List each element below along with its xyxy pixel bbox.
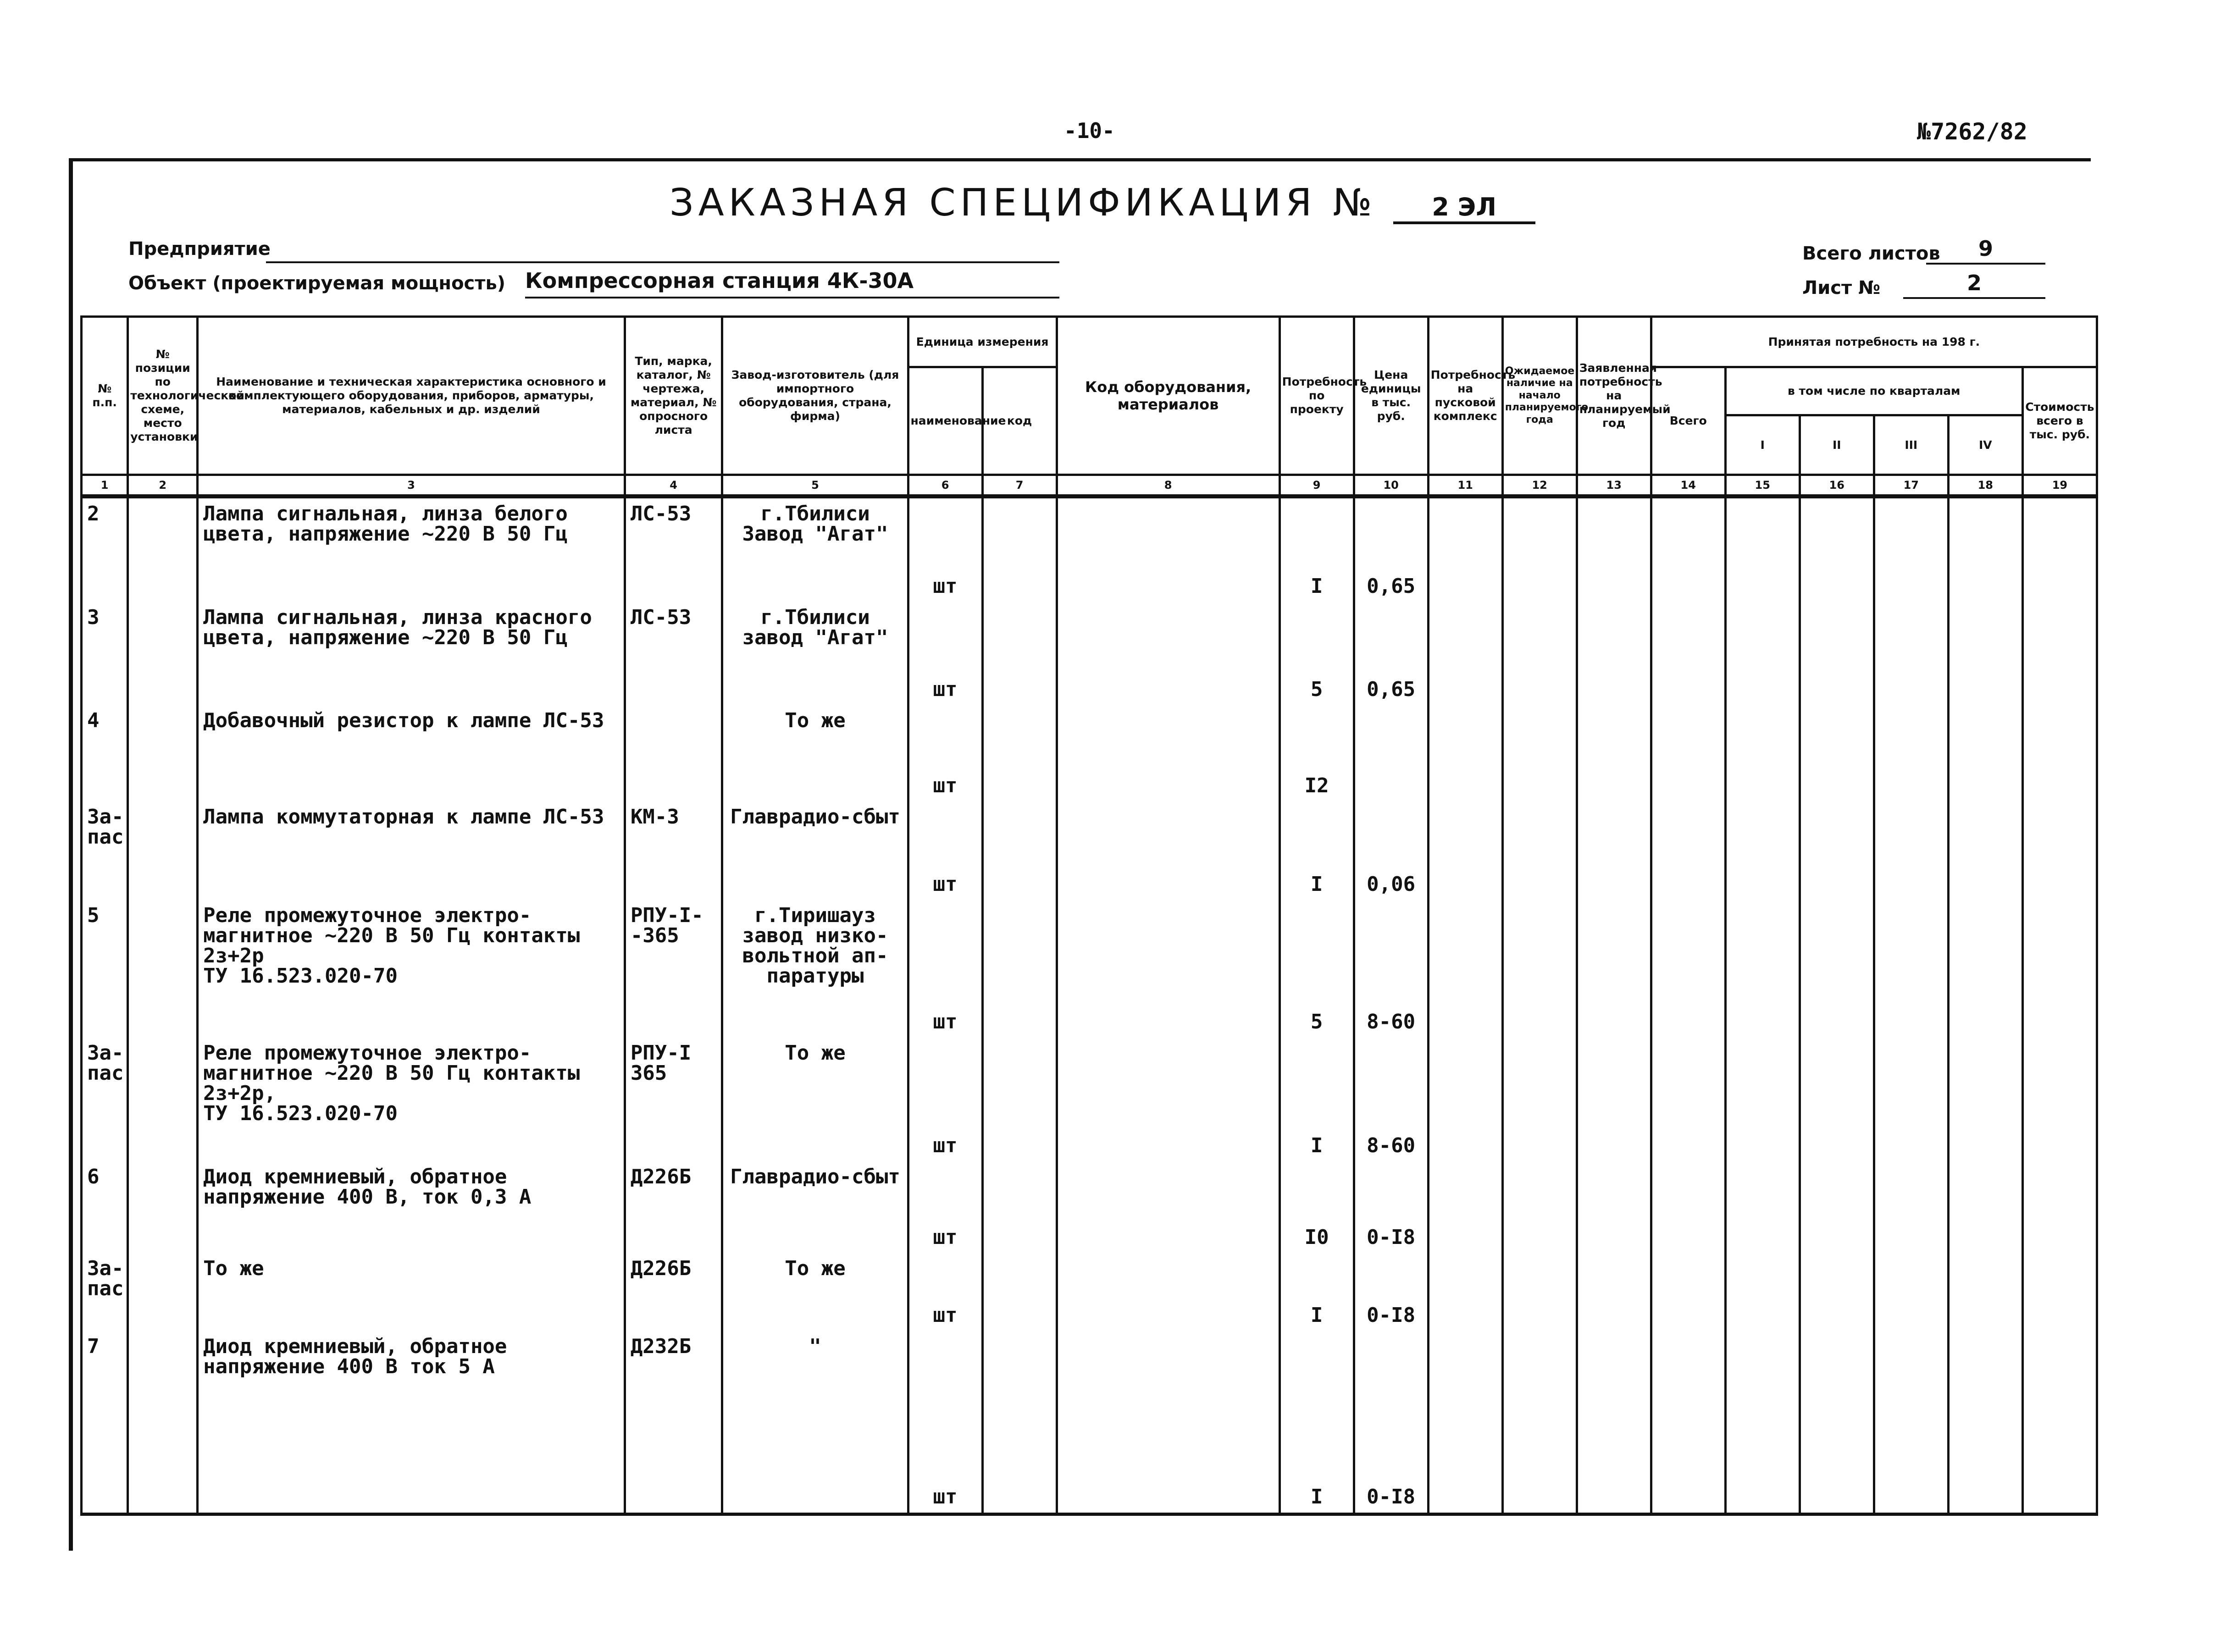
row-maker: " <box>722 1331 908 1514</box>
row-name: Диод кремниевый, обратное напряжение 400 В, ток 0,3 А <box>198 1161 625 1253</box>
row-quantity: I <box>1279 1253 1354 1331</box>
row-empty-cell <box>1428 801 1502 900</box>
row-maker: То же <box>722 1253 908 1331</box>
row-type: ЛС-53 <box>625 497 722 602</box>
row-price: 0-I8 <box>1354 1253 1428 1331</box>
table-row <box>82 705 2097 801</box>
col-header-14-19: Принятая потребность на 198 г. <box>1651 317 2097 367</box>
row-quantity: 5 <box>1279 900 1354 1038</box>
row-name: Лампа коммутаторная к лампе ЛС-53 <box>198 801 625 900</box>
col-number: 4 <box>625 475 722 497</box>
row-empty-cell <box>1948 1331 2022 1514</box>
row-name: Реле промежуточное электро-магнитное ~220 В 50 Гц контакты 2з+2р, ТУ 16.523.020-70 <box>198 1038 625 1161</box>
row-unit-code <box>982 1161 1057 1253</box>
row-maker: Главрадио-сбыт <box>722 801 908 900</box>
row-empty-cell <box>1725 1253 1800 1331</box>
row-type <box>625 705 722 801</box>
row-unit: шт <box>908 1038 982 1161</box>
row-empty-cell <box>1948 497 2022 602</box>
row-unit-code <box>982 1038 1057 1161</box>
row-unit: шт <box>908 705 982 801</box>
row-empty-cell <box>1651 705 1725 801</box>
row-empty-cell <box>1948 1038 2022 1161</box>
col-header-19: Стоимость всего в тыс. руб. <box>2022 367 2097 475</box>
col-header-4: Тип, марка, каталог, № чертежа, материал, № опросного листа <box>625 317 722 475</box>
row-empty-cell <box>1428 900 1502 1038</box>
col-number: 12 <box>1502 475 1577 497</box>
row-empty-cell <box>1502 801 1577 900</box>
row-unit: шт <box>908 602 982 705</box>
row-empty-cell <box>1874 705 1948 801</box>
row-price: 0,06 <box>1354 801 1428 900</box>
table-body <box>82 497 2097 1514</box>
row-empty-cell <box>1725 1038 1800 1161</box>
row-empty-cell <box>1577 1038 1651 1161</box>
row-unit-code <box>982 900 1057 1038</box>
row-empty-cell <box>1725 801 1800 900</box>
row-empty-cell <box>1725 1331 1800 1514</box>
row-maker: г.Тбилиси Завод "Агат" <box>722 497 908 602</box>
col-header-3: Наименование и техническая характеристика основного и комплектующего оборудования, приборов, арматуры, материалов, кабельных и др. изделий <box>198 317 625 475</box>
row-position: 5 <box>82 900 128 1038</box>
row-empty-cell <box>1874 1161 1948 1253</box>
row-empty-cell <box>1725 900 1800 1038</box>
row-type: РПУ-I 365 <box>625 1038 722 1161</box>
row-price <box>1354 705 1428 801</box>
row-equipment-code <box>1057 705 1279 801</box>
row-empty-cell <box>1874 900 1948 1038</box>
row-quantity: I <box>1279 1038 1354 1161</box>
row-scheme-position <box>128 1253 198 1331</box>
row-empty-cell <box>1428 1331 1502 1514</box>
col-header-6: наименование <box>908 367 982 475</box>
row-equipment-code <box>1057 1253 1279 1331</box>
object-value: Компрессорная станция 4К-30А <box>525 268 1059 298</box>
row-position: 2 <box>82 497 128 602</box>
row-empty-cell <box>1428 1038 1502 1161</box>
table-row <box>82 1331 2097 1514</box>
page-number: -10- <box>1064 118 1115 143</box>
col-header-15-18: в том числе по кварталам <box>1725 367 2022 415</box>
row-scheme-position <box>128 900 198 1038</box>
row-unit-code <box>982 602 1057 705</box>
row-price: 0,65 <box>1354 602 1428 705</box>
row-maker: Главрадио-сбыт <box>722 1161 908 1253</box>
row-position: За-пас <box>82 801 128 900</box>
row-unit-code <box>982 1253 1057 1331</box>
row-unit: шт <box>908 801 982 900</box>
row-empty-cell <box>1577 900 1651 1038</box>
row-empty-cell <box>1502 1331 1577 1514</box>
col-header-14: Всего <box>1651 367 1725 475</box>
table-row <box>82 900 2097 1038</box>
row-scheme-position <box>128 602 198 705</box>
row-position: За-пас <box>82 1038 128 1161</box>
row-equipment-code <box>1057 801 1279 900</box>
enterprise-label: Предприятие <box>128 238 271 260</box>
row-type: Д226Б <box>625 1253 722 1331</box>
row-empty-cell <box>1651 497 1725 602</box>
col-header-17: III <box>1874 415 1948 475</box>
sheet-label: Лист № <box>1802 277 1881 298</box>
row-empty-cell <box>1874 1038 1948 1161</box>
col-header-7: код <box>982 367 1057 475</box>
row-empty-cell <box>1800 497 1874 602</box>
row-quantity: I2 <box>1279 705 1354 801</box>
row-empty-cell <box>1577 1161 1651 1253</box>
row-empty-cell <box>1651 1161 1725 1253</box>
row-price: 0-I8 <box>1354 1161 1428 1253</box>
col-number: 16 <box>1800 475 1874 497</box>
row-empty-cell <box>1800 1161 1874 1253</box>
title-number: 2 ЭЛ <box>1393 193 1535 224</box>
row-empty-cell <box>1428 1161 1502 1253</box>
row-empty-cell <box>1948 1161 2022 1253</box>
col-number: 15 <box>1725 475 1800 497</box>
row-position: За-пас <box>82 1253 128 1331</box>
row-unit-code <box>982 801 1057 900</box>
row-empty-cell <box>1874 1331 1948 1514</box>
row-quantity: I0 <box>1279 1161 1354 1253</box>
row-empty-cell <box>1874 801 1948 900</box>
table-row <box>82 1253 2097 1331</box>
row-empty-cell <box>1800 1253 1874 1331</box>
table-row <box>82 497 2097 602</box>
row-empty-cell <box>1577 1331 1651 1514</box>
row-empty-cell <box>1948 705 2022 801</box>
row-empty-cell <box>2022 1331 2097 1514</box>
col-header-16: II <box>1800 415 1874 475</box>
row-unit-code <box>982 497 1057 602</box>
col-number: 9 <box>1279 475 1354 497</box>
row-empty-cell <box>1577 602 1651 705</box>
col-header-11: Потребность на пусковой комплекс <box>1428 317 1502 475</box>
col-header-12: Ожидаемое наличие на начало планируемого года <box>1502 317 1577 475</box>
col-number: 11 <box>1428 475 1502 497</box>
col-number: 5 <box>722 475 908 497</box>
row-empty-cell <box>1577 1253 1651 1331</box>
col-number: 17 <box>1874 475 1948 497</box>
row-empty-cell <box>1948 602 2022 705</box>
col-number: 3 <box>198 475 625 497</box>
col-header-2: № позиции по технологической схеме, место установки <box>128 317 198 475</box>
row-type: РПУ-I- -365 <box>625 900 722 1038</box>
row-position: 6 <box>82 1161 128 1253</box>
row-unit-code <box>982 705 1057 801</box>
row-empty-cell <box>1800 801 1874 900</box>
col-header-10: Цена единицы в тыс. руб. <box>1354 317 1428 475</box>
col-header-9: Потребность по проекту <box>1279 317 1354 475</box>
row-empty-cell <box>1800 602 1874 705</box>
row-empty-cell <box>1502 705 1577 801</box>
row-empty-cell <box>1651 1331 1725 1514</box>
row-equipment-code <box>1057 900 1279 1038</box>
row-empty-cell <box>1502 1161 1577 1253</box>
sheets-label: Всего листов <box>1802 243 1940 264</box>
title-text: ЗАКАЗНАЯ СПЕЦИФИКАЦИЯ № <box>670 181 1377 225</box>
row-unit-code <box>982 1331 1057 1514</box>
row-empty-cell <box>2022 497 2097 602</box>
row-quantity: 5 <box>1279 602 1354 705</box>
row-empty-cell <box>2022 602 2097 705</box>
row-equipment-code <box>1057 602 1279 705</box>
row-scheme-position <box>128 1161 198 1253</box>
row-name: Лампа сигнальная, линза белого цвета, напряжение ~220 В 50 Гц <box>198 497 625 602</box>
row-unit: шт <box>908 1161 982 1253</box>
row-empty-cell <box>1948 801 2022 900</box>
row-empty-cell <box>2022 1038 2097 1161</box>
row-empty-cell <box>2022 900 2097 1038</box>
row-empty-cell <box>1874 497 1948 602</box>
row-maker: г.Тиришауз завод низко-вольтной ап-паратуры <box>722 900 908 1038</box>
sheet-value: 2 <box>1903 271 2045 299</box>
row-empty-cell <box>1651 801 1725 900</box>
sheets-value: 9 <box>1926 236 2045 265</box>
row-name: Диод кремниевый, обратное напряжение 400 В ток 5 А <box>198 1331 625 1514</box>
row-unit: шт <box>908 900 982 1038</box>
row-equipment-code <box>1057 497 1279 602</box>
col-header-6-7: Единица измерения <box>908 317 1057 367</box>
col-number: 1 <box>82 475 128 497</box>
specification-table <box>80 315 2098 1516</box>
row-name: Лампа сигнальная, линза красного цвета, напряжение ~220 В 50 Гц <box>198 602 625 705</box>
col-number: 19 <box>2022 475 2097 497</box>
row-empty-cell <box>1725 1161 1800 1253</box>
row-scheme-position <box>128 1331 198 1514</box>
row-empty-cell <box>2022 705 2097 801</box>
row-empty-cell <box>1800 705 1874 801</box>
col-number: 14 <box>1651 475 1725 497</box>
row-empty-cell <box>1651 602 1725 705</box>
row-position: 3 <box>82 602 128 705</box>
row-empty-cell <box>1800 900 1874 1038</box>
col-header-15: I <box>1725 415 1800 475</box>
row-equipment-code <box>1057 1161 1279 1253</box>
row-scheme-position <box>128 497 198 602</box>
row-quantity: I <box>1279 497 1354 602</box>
row-type: КМ-3 <box>625 801 722 900</box>
col-header-8: Код оборудования, материалов <box>1057 317 1279 475</box>
row-empty-cell <box>1874 602 1948 705</box>
col-number: 10 <box>1354 475 1428 497</box>
row-maker: г.Тбилиси завод "Агат" <box>722 602 908 705</box>
row-position: 4 <box>82 705 128 801</box>
row-unit: шт <box>908 1253 982 1331</box>
row-scheme-position <box>128 801 198 900</box>
row-empty-cell <box>1651 1038 1725 1161</box>
row-empty-cell <box>1428 602 1502 705</box>
col-number: 7 <box>982 475 1057 497</box>
row-price: 8-60 <box>1354 1038 1428 1161</box>
table-row <box>82 1038 2097 1161</box>
enterprise-value <box>266 238 1059 263</box>
col-number: 2 <box>128 475 198 497</box>
row-type: Д226Б <box>625 1161 722 1253</box>
row-unit: шт <box>908 497 982 602</box>
table-row <box>82 801 2097 900</box>
row-type: ЛС-53 <box>625 602 722 705</box>
row-empty-cell <box>1948 1253 2022 1331</box>
row-scheme-position <box>128 1038 198 1161</box>
row-name: Добавочный резистор к лампе ЛС-53 <box>198 705 625 801</box>
row-empty-cell <box>1800 1331 1874 1514</box>
row-empty-cell <box>1577 497 1651 602</box>
row-empty-cell <box>1502 497 1577 602</box>
col-number: 18 <box>1948 475 2022 497</box>
object-label: Объект (проектируемая мощность) <box>128 273 506 294</box>
row-empty-cell <box>1502 602 1577 705</box>
row-quantity: I <box>1279 801 1354 900</box>
row-empty-cell <box>2022 801 2097 900</box>
table-row <box>82 602 2097 705</box>
row-equipment-code <box>1057 1331 1279 1514</box>
row-scheme-position <box>128 705 198 801</box>
row-empty-cell <box>1502 1253 1577 1331</box>
row-maker: То же <box>722 1038 908 1161</box>
document-code: №7262/82 <box>1917 118 2027 145</box>
col-header-1: № п.п. <box>82 317 128 475</box>
col-header-13: Заявленная потребность на планируемый год <box>1577 317 1651 475</box>
row-empty-cell <box>1725 497 1800 602</box>
row-empty-cell <box>2022 1253 2097 1331</box>
col-number: 8 <box>1057 475 1279 497</box>
row-name: То же <box>198 1253 625 1331</box>
row-empty-cell <box>1428 705 1502 801</box>
row-empty-cell <box>1502 900 1577 1038</box>
row-empty-cell <box>1502 1038 1577 1161</box>
row-empty-cell <box>1725 705 1800 801</box>
row-price: 0-I8 <box>1354 1331 1428 1514</box>
row-empty-cell <box>2022 1161 2097 1253</box>
row-empty-cell <box>1577 801 1651 900</box>
col-number: 13 <box>1577 475 1651 497</box>
row-type: Д232Б <box>625 1331 722 1514</box>
row-empty-cell <box>1800 1038 1874 1161</box>
row-quantity: I <box>1279 1331 1354 1514</box>
col-number: 6 <box>908 475 982 497</box>
row-empty-cell <box>1874 1253 1948 1331</box>
row-empty-cell <box>1577 705 1651 801</box>
row-empty-cell <box>1725 602 1800 705</box>
row-price: 8-60 <box>1354 900 1428 1038</box>
col-header-18: IV <box>1948 415 2022 475</box>
col-header-5: Завод-изготовитель (для импортного оборудования, страна, фирма) <box>722 317 908 475</box>
row-unit: шт <box>908 1331 982 1514</box>
row-empty-cell <box>1428 1253 1502 1331</box>
table-row <box>82 1161 2097 1253</box>
row-empty-cell <box>1948 900 2022 1038</box>
row-empty-cell <box>1651 900 1725 1038</box>
row-empty-cell <box>1428 497 1502 602</box>
page-title <box>670 181 1535 225</box>
row-empty-cell <box>1651 1253 1725 1331</box>
row-price: 0,65 <box>1354 497 1428 602</box>
row-equipment-code <box>1057 1038 1279 1161</box>
row-maker: То же <box>722 705 908 801</box>
row-position: 7 <box>82 1331 128 1514</box>
row-name: Реле промежуточное электро-магнитное ~220 В 50 Гц контакты 2з+2р ТУ 16.523.020-70 <box>198 900 625 1038</box>
